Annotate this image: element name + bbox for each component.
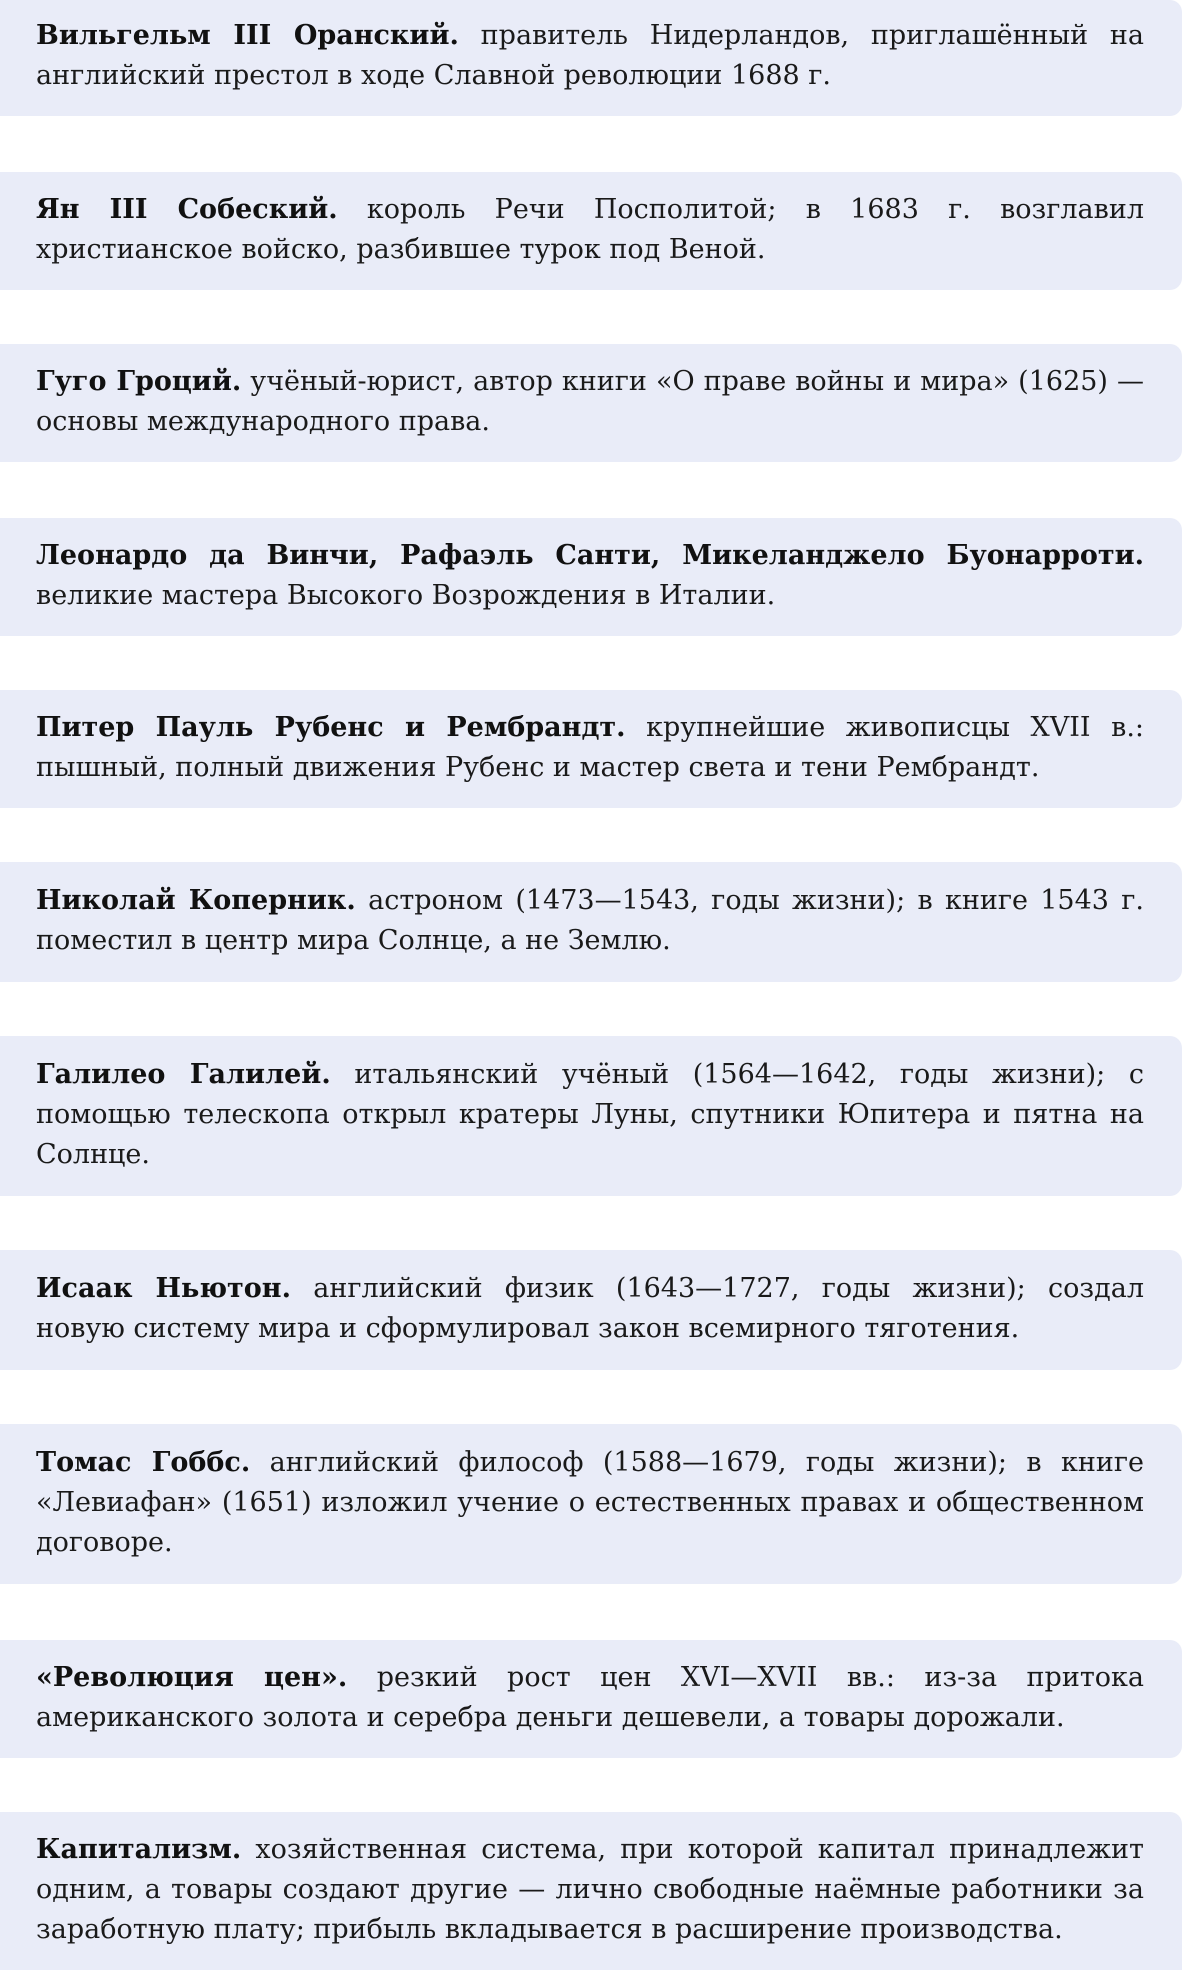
entry-renaissance-masters — [0, 518, 1182, 636]
entry-text: король Речи Посполитой; в 1683 г. возглавил христианское войско, разбившее турок под Веной. — [36, 194, 1145, 265]
entry-term: Гуго Гроций. — [36, 366, 242, 397]
entry-text: правитель Нидерландов, приглашённый на английский престол в ходе Славной революции 1688 г. — [36, 20, 1145, 91]
entry-term: Галилео Галилей. — [36, 1059, 331, 1090]
entry-william-iii — [0, 0, 1182, 116]
entry-paragraph — [36, 362, 1144, 442]
entry-term: Николай Коперник. — [36, 885, 356, 916]
entry-term: Капитализм. — [36, 1834, 242, 1865]
entry-paragraph — [36, 881, 1144, 961]
entry-term: Томас Гоббс. — [36, 1447, 251, 1478]
entry-text: великие мастера Высокого Возрождения в Италии. — [36, 580, 776, 611]
entry-text: хозяйственная система, при которой капитал принадлежит одним, а товары создают другие — лично свободные наёмные работники за заработную плату; прибыль вкладывается в расширение производства. — [36, 1834, 1144, 1945]
entry-term: Вильгельм III Оранский. — [36, 20, 459, 51]
entry-paragraph — [36, 1658, 1144, 1738]
entry-capitalism — [0, 1812, 1182, 1970]
entry-text: учёный-юрист, автор книги «О праве войны и мира» (1625) — основы международного права. — [36, 366, 1144, 437]
entry-paragraph — [36, 1830, 1144, 1950]
entry-paragraph — [36, 536, 1144, 616]
entry-text: английский философ (1588—1679, годы жизни); в книге «Левиафан» (1651) изложил учение о естественных правах и общественном договоре. — [36, 1447, 1144, 1558]
entry-copernicus — [0, 862, 1182, 982]
entry-paragraph — [36, 1269, 1144, 1349]
entry-text: английский физик (1643—1727, годы жизни); создал новую систему мира и сформулировал закон всемирного тяготения. — [36, 1273, 1144, 1344]
entry-rubens-rembrandt — [0, 690, 1182, 808]
entry-text: крупнейшие живописцы XVII в.: пышный, полный движения Рубенс и мастер света и тени Рембрандт. — [36, 712, 1144, 783]
entry-paragraph — [36, 1055, 1144, 1175]
entry-text: астроном (1473—1543, годы жизни); в книге 1543 г. поместил в центр мира Солнце, а не Землю. — [36, 885, 1144, 956]
entry-hobbes — [0, 1424, 1182, 1584]
entry-grotius — [0, 344, 1182, 462]
entry-newton — [0, 1250, 1182, 1370]
entry-term: Ян III Собеский. — [36, 194, 338, 225]
entry-text: итальянский учёный (1564—1642, годы жизни); с помощью телескопа открыл кратеры Луны, спутники Юпитера и пятна на Солнце. — [36, 1059, 1144, 1170]
entry-price-revolution — [0, 1640, 1182, 1758]
entry-paragraph — [36, 190, 1144, 270]
entry-term: Питер Пауль Рубенс и Рембрандт. — [36, 712, 626, 743]
entry-jan-sobieski — [0, 172, 1182, 290]
entry-term: Исаак Ньютон. — [36, 1273, 291, 1304]
entry-term: Леонардо да Винчи, Рафаэль Санти, Микеланджело Буонарроти. — [36, 540, 1144, 571]
entry-paragraph — [36, 16, 1144, 96]
entry-galileo — [0, 1036, 1182, 1196]
entry-paragraph — [36, 708, 1144, 788]
entry-text: резкий рост цен XVI—XVII вв.: из-за притока американского золота и серебра деньги дешевели, а товары дорожали. — [36, 1662, 1144, 1733]
entry-paragraph — [36, 1443, 1144, 1563]
entry-term: «Революция цен». — [36, 1662, 348, 1693]
